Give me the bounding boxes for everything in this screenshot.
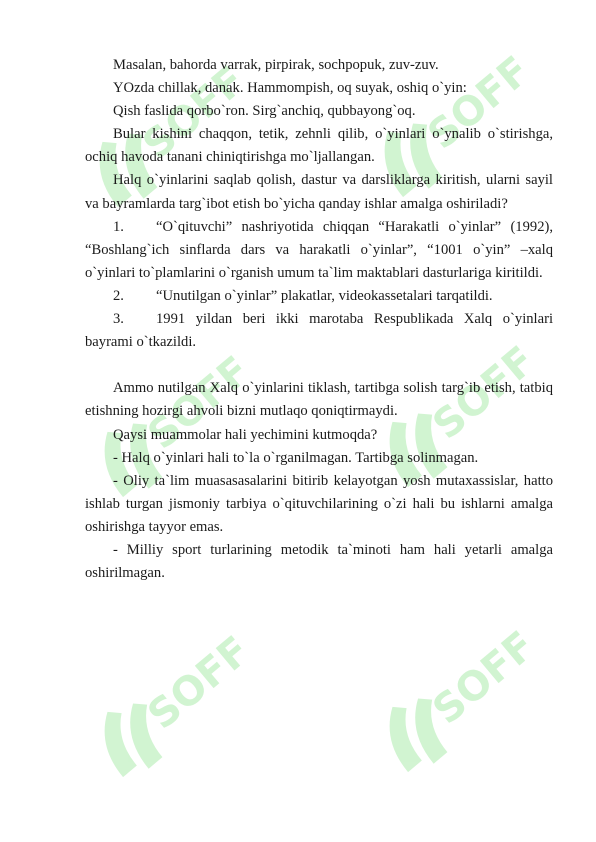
list-item — [85, 308, 553, 354]
list-number: 2. — [113, 287, 124, 304]
list-item — [85, 216, 553, 285]
paragraph: - Halq o`yinlari hali to`la o`rganilmagan. Tartibga solinmagan. — [113, 449, 479, 466]
paragraph: Qaysi muammolar hali yechimini kutmoqda? — [113, 426, 378, 443]
paragraph: Ammo nutilgan Xalq o`yinlarini tiklash, tartibga solish targ`ib etish, tatbiq etishning hozirgi ahvoli bizni mutlaqo qoniqtirmaydi. — [85, 380, 553, 420]
paragraph: Masalan, bahorda varrak, pirpirak, sochpopuk, zuv-zuv. — [113, 57, 439, 73]
paragraph: Bular kishini chaqqon, tetik, zehnli qilib, o`yinlari o`ynalib o`stirishga, ochiq havoda tanani chiniqtirishga mo`ljallangan. — [85, 126, 553, 166]
svg-text:SOFF: SOFF — [134, 57, 240, 169]
list-text: “Unutilgan o`yinlar” plakatlar, videokassetalari tarqatildi. — [156, 287, 493, 304]
soff-watermark-logo — [75, 620, 245, 820]
document-body — [85, 54, 553, 585]
svg-text:SOFF: SOFF — [139, 627, 245, 739]
list-number: 3. — [113, 311, 124, 328]
list-item — [85, 285, 553, 308]
list-text: “O`qituvchi” nashriyotida chiqqan “Harakatli o`yinlar” (1992), “Boshlang`ich sinflarda dars va harakatli o`yinlar”, “1001 o`yin” –xalq o`yinlari to`plamlarini o`rganish umum ta`lim maktablari dasturlariga kiritildi. — [85, 218, 553, 281]
blank-line — [85, 354, 553, 377]
svg-text:SOFF: SOFF — [424, 337, 530, 449]
list-number: 1. — [113, 218, 124, 235]
svg-text:SOFF: SOFF — [419, 47, 525, 159]
svg-text:SOFF: SOFF — [139, 347, 245, 459]
paragraph: Halq o`yinlarini saqlab qolish, dastur va darsliklarga kiritish, ularni sayil va bayramlarda targ`ibot etish bo`yicha qanday ishlar amalga oshiriladi? — [85, 172, 553, 212]
list-text: 1991 yildan beri ikki marotaba Respublikada Xalq o`yinlari bayrami o`tkazildi. — [85, 311, 553, 351]
paragraph: YOzda chillak, danak. Hammompish, oq suyak, oshiq o`yin: — [113, 80, 467, 97]
svg-text:SOFF: SOFF — [424, 622, 530, 734]
paragraph: - Oliy ta`lim muasasasalarini bitirib kelayotgan yosh mutaxassislar, hatto ishlab turgan jismoniy tarbiya o`qituvchilarining o`zi hali bu ishlarni amalga oshirishga tayyor emas. — [85, 472, 553, 535]
soff-watermark-logo — [360, 615, 530, 815]
paragraph: Qish faslida qorbo`ron. Sirg`anchiq, qubbayong`oq. — [113, 103, 416, 120]
paragraph: - Milliy sport turlarining metodik ta`minoti ham hali yetarli amalga oshirilmagan. — [85, 541, 553, 582]
